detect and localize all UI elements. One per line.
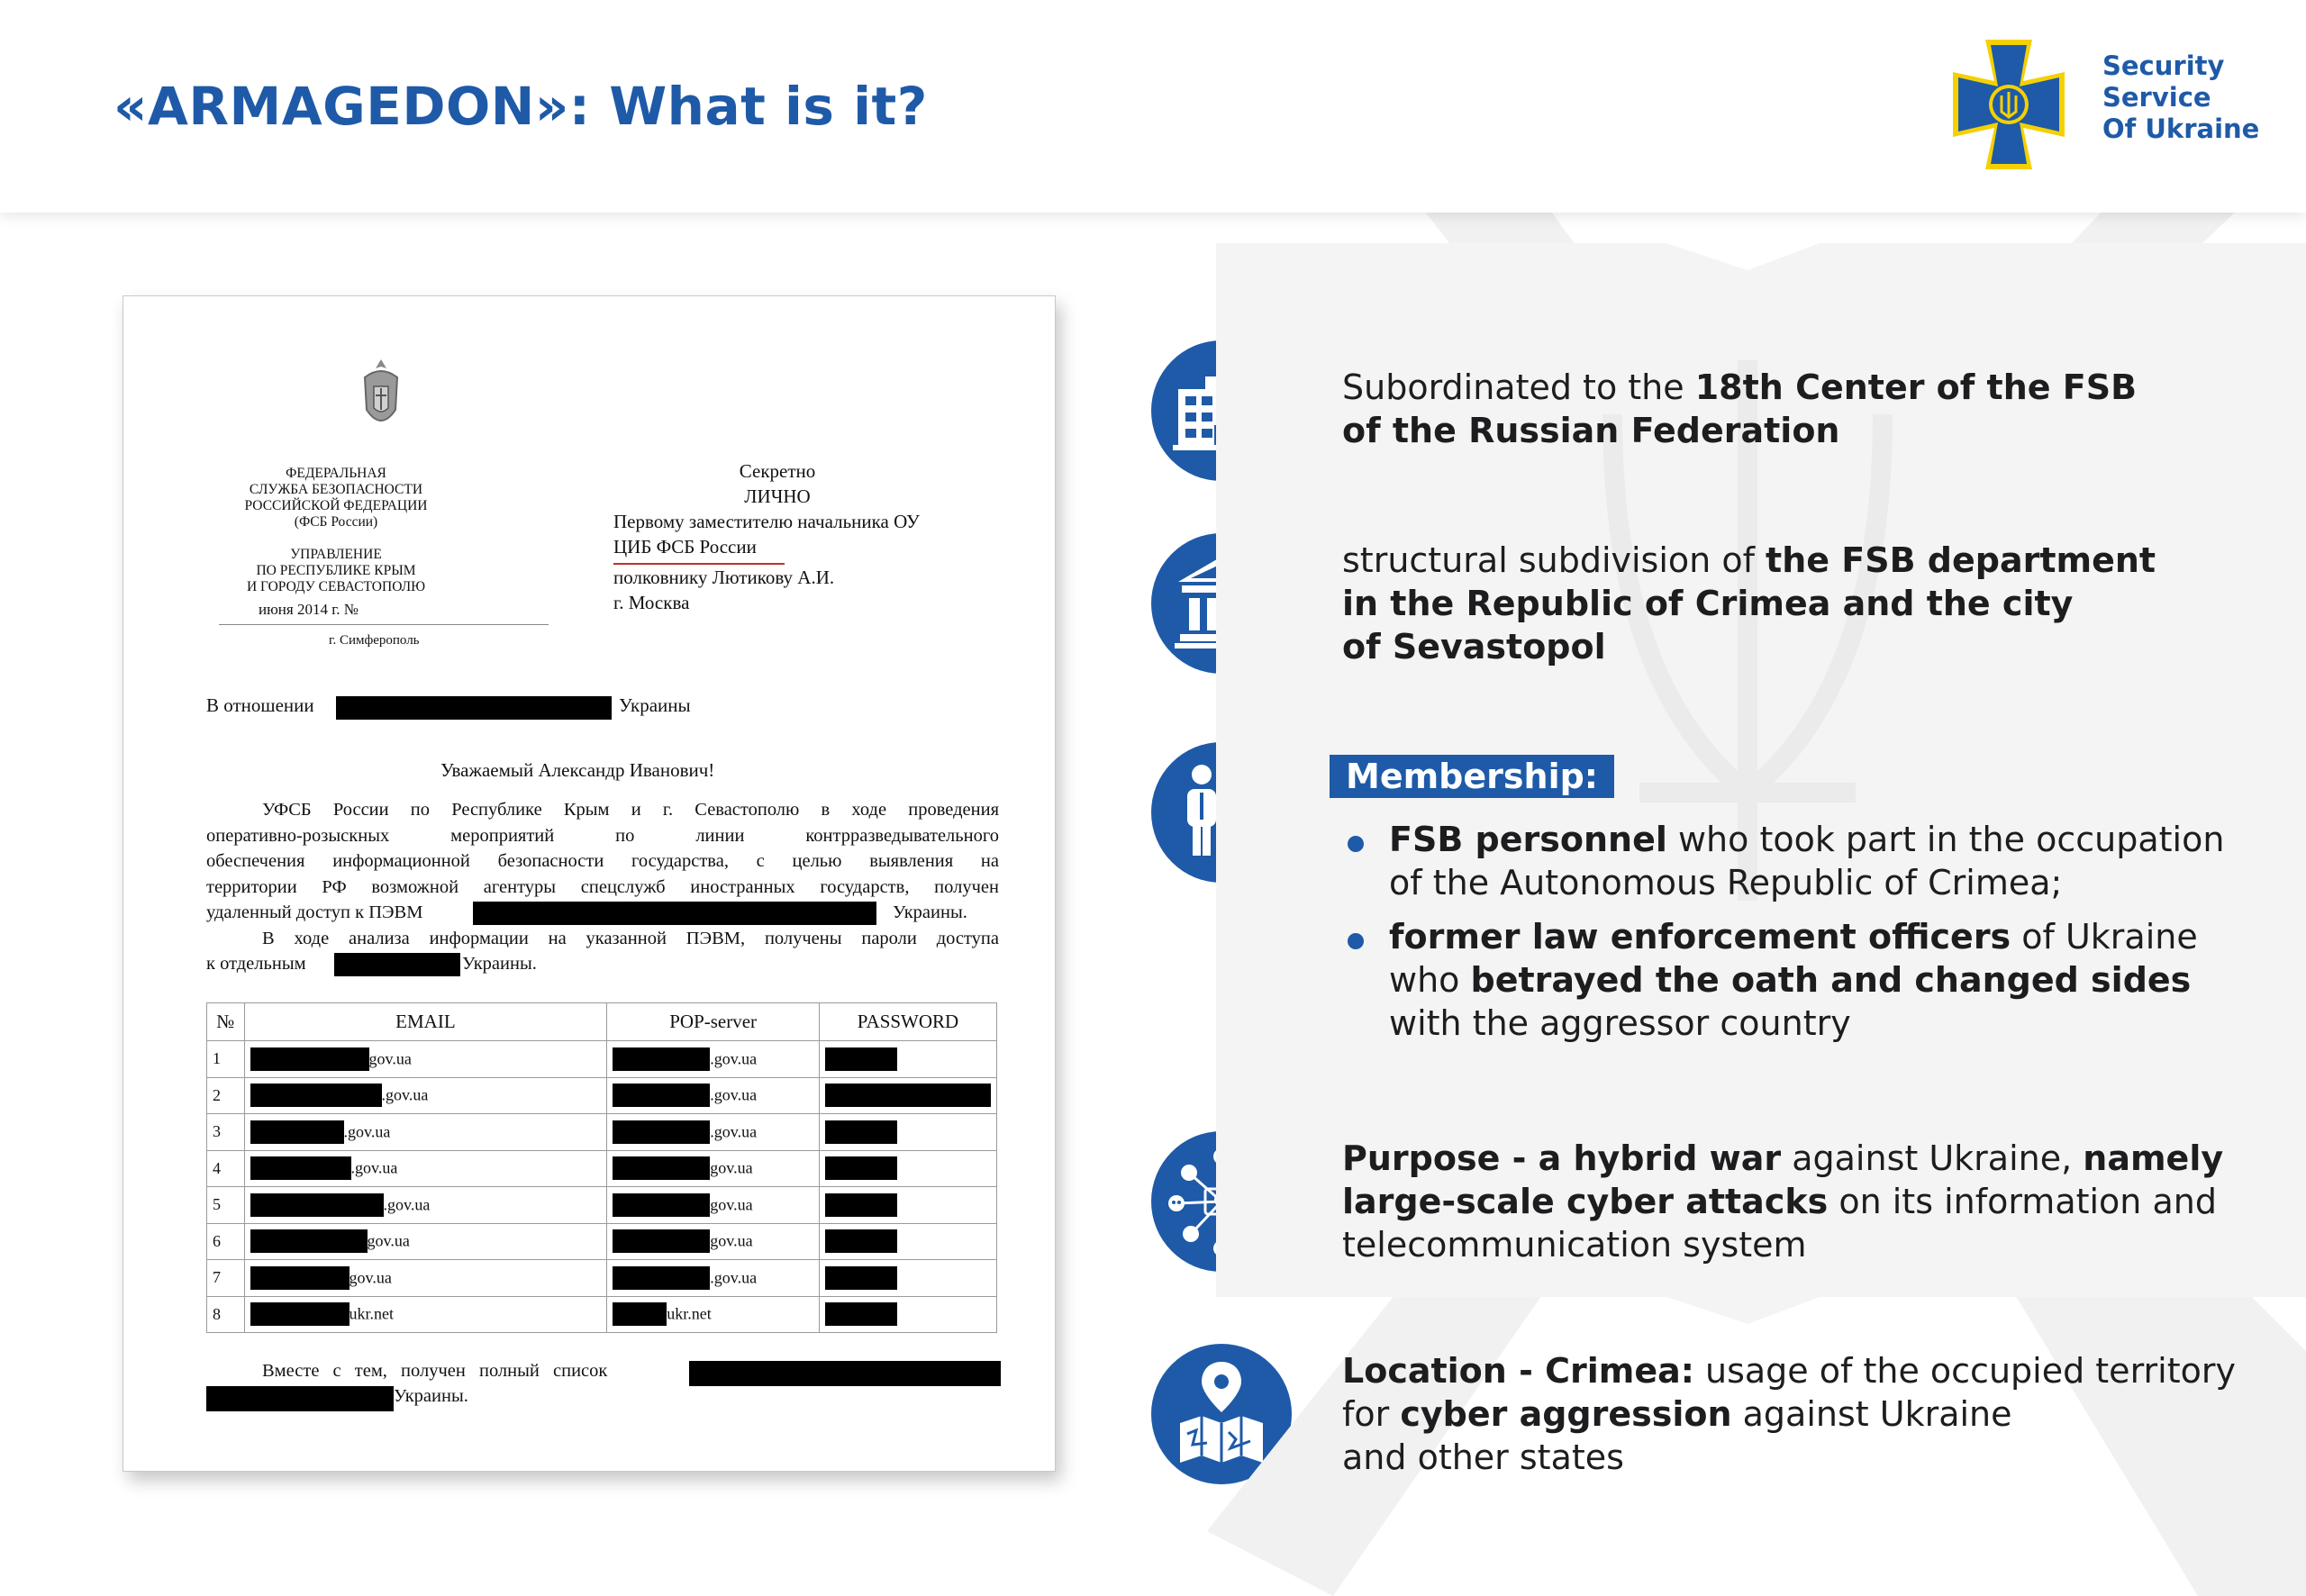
pop-domain: gov.ua <box>710 1195 753 1214</box>
issuer-header <box>210 466 462 595</box>
email-domain: .gov.ua <box>343 1122 391 1141</box>
table-row <box>207 1114 997 1151</box>
pop-cell <box>607 1114 820 1151</box>
row-number: 2 <box>207 1077 245 1114</box>
email-domain: gov.ua <box>367 1231 410 1250</box>
addressee-block <box>613 458 941 615</box>
text-line <box>1342 539 2156 582</box>
redaction-bar <box>825 1156 897 1180</box>
column-header: № <box>207 1003 245 1041</box>
body-text: удаленный доступ к ПЭВМ <box>206 902 423 922</box>
redaction-bar <box>689 1361 1001 1386</box>
email-cell <box>244 1223 607 1260</box>
body-line <box>206 900 999 926</box>
footer-text: Украины. <box>394 1386 468 1406</box>
row-number: 8 <box>207 1296 245 1333</box>
page-title: «ARMAGEDON»: What is it? <box>113 76 928 137</box>
column-header: POP-server <box>607 1003 820 1041</box>
redaction-bar <box>250 1120 344 1144</box>
password-cell <box>820 1260 997 1297</box>
list-item <box>1346 818 2224 904</box>
pop-domain: gov.ua <box>710 1158 753 1177</box>
password-table <box>206 1002 997 1333</box>
pop-cell <box>607 1150 820 1187</box>
issuer-line: РОССИЙСКОЙ ФЕДЕРАЦИИ <box>244 498 428 513</box>
row-number: 7 <box>207 1260 245 1297</box>
text-line <box>1342 1392 2236 1436</box>
body-line: В ходе анализа информации на указанной ПЭВМ, получены пароли доступа <box>262 928 999 948</box>
redaction-bar <box>250 1229 368 1253</box>
table-row <box>207 1187 997 1224</box>
row-number: 3 <box>207 1114 245 1151</box>
issuer-line: И ГОРОДУ СЕВАСТОПОЛЮ <box>246 579 426 594</box>
column-header: EMAIL <box>244 1003 607 1041</box>
subject-prefix: В отношении <box>206 694 314 716</box>
table-row <box>207 1150 997 1187</box>
text-line <box>1342 625 2156 668</box>
redaction-bar <box>825 1120 897 1144</box>
text-line <box>1342 582 2156 625</box>
email-domain: gov.ua <box>349 1268 392 1287</box>
scanned-document <box>123 295 1056 1472</box>
text-bold: Location - Crimea: <box>1342 1351 1694 1391</box>
redaction-bar <box>250 1047 369 1071</box>
text-bold: 18th Center of the FSB <box>1694 367 2138 407</box>
redaction-bar <box>473 902 876 925</box>
email-cell <box>244 1260 607 1297</box>
subordination-text <box>1342 366 2137 452</box>
text-normal: against Ukraine, <box>1781 1138 2084 1178</box>
row-number: 4 <box>207 1150 245 1187</box>
org-name <box>2102 50 2259 145</box>
text-bold: betrayed the oath and changed sides <box>1470 960 2192 1000</box>
text-normal: usage of the occupied territory <box>1693 1351 2236 1391</box>
pop-cell <box>607 1260 820 1297</box>
pop-domain: .gov.ua <box>710 1085 758 1104</box>
text-line: and other states <box>1342 1437 1624 1477</box>
text-normal: for <box>1342 1394 1401 1434</box>
body-text: к отдельным <box>206 954 306 974</box>
password-cell <box>820 1223 997 1260</box>
password-cell <box>820 1296 997 1333</box>
list-item <box>1346 915 2224 1045</box>
issuer-spacer <box>210 530 462 547</box>
pop-cell <box>607 1296 820 1333</box>
purpose-text <box>1342 1137 2223 1266</box>
text-normal: on its information and <box>1828 1182 2217 1221</box>
text-bold: the FSB department <box>1766 540 2156 580</box>
pop-cell <box>607 1077 820 1114</box>
greeting: Уважаемый Александр Иванович! <box>440 759 715 781</box>
body-line: территории РФ возможной агентуры спецслужб иностранных государств, получен <box>206 876 999 897</box>
redaction-bar <box>613 1047 710 1071</box>
text-line <box>1389 915 2224 958</box>
bullet-icon <box>1348 933 1364 949</box>
red-underline <box>613 563 785 565</box>
org-name-line: Of Ukraine <box>2102 113 2260 144</box>
text-bold: of Sevastopol <box>1342 627 1606 667</box>
footer-text: Вместе с тем, получен полный список <box>262 1361 608 1381</box>
redaction-bar <box>206 1386 394 1411</box>
letter-body <box>206 797 999 977</box>
redaction-bar <box>336 696 612 720</box>
password-cell <box>820 1077 997 1114</box>
email-cell <box>244 1296 607 1333</box>
text-normal: who <box>1389 960 1471 1000</box>
redaction-bar <box>613 1193 710 1217</box>
redaction-bar <box>825 1084 991 1107</box>
redaction-bar <box>825 1266 897 1290</box>
password-cell <box>820 1041 997 1078</box>
row-number: 6 <box>207 1223 245 1260</box>
text-line <box>1389 818 2224 861</box>
row-number: 1 <box>207 1041 245 1078</box>
document-date: июня 2014 г. № <box>259 601 359 618</box>
text-line <box>1342 1180 2223 1223</box>
text-bold: Purpose - a hybrid war <box>1342 1138 1782 1178</box>
issuer-line: ПО РЕСПУБЛИКЕ КРЫМ <box>256 563 416 578</box>
email-cell <box>244 1077 607 1114</box>
redaction-bar <box>250 1266 350 1290</box>
redaction-bar <box>334 953 460 976</box>
org-name-line: Security <box>2102 50 2225 81</box>
pop-domain: ukr.net <box>667 1304 712 1323</box>
subject-suffix: Украины <box>619 694 691 716</box>
text-normal: Subordinated to the <box>1342 367 1695 407</box>
email-cell <box>244 1187 607 1224</box>
row-number: 5 <box>207 1187 245 1224</box>
body-text: Украины. <box>462 954 537 974</box>
bullet-icon <box>1348 836 1364 852</box>
document-city: г. Симферополь <box>329 633 420 648</box>
table-header-row <box>207 1003 997 1041</box>
redaction-bar <box>250 1302 350 1326</box>
table-row <box>207 1041 997 1078</box>
body-line: УФСБ России по Республике Крым и г. Севастополю в ходе проведения <box>262 800 999 820</box>
text-normal: of Ukraine <box>2011 917 2198 957</box>
text-line <box>1342 1137 2223 1180</box>
issuer-line: ФЕДЕРАЛЬНАЯ <box>286 466 386 481</box>
issuer-line: (ФСБ России) <box>294 514 378 530</box>
body-line <box>206 951 999 977</box>
text-line: of the Autonomous Republic of Crimea; <box>1389 863 2063 902</box>
divider <box>219 624 549 625</box>
text-normal: against Ukraine <box>1731 1394 2012 1434</box>
redaction-bar <box>613 1084 710 1107</box>
structure-text <box>1342 539 2156 668</box>
email-domain: gov.ua <box>368 1049 412 1068</box>
table-row <box>207 1077 997 1114</box>
classification: Секретно <box>739 460 816 482</box>
text-line: with the aggressor country <box>1389 1003 1851 1043</box>
redaction-bar <box>250 1084 382 1107</box>
body-line: оперативно-розыскных мероприятий по линии контрразведывательного <box>206 825 999 846</box>
text-normal: structural subdivision of <box>1342 540 1766 580</box>
text-bold: in the Republic of Crimea and the city <box>1342 584 2074 623</box>
email-domain: ukr.net <box>349 1304 395 1323</box>
text-line: telecommunication system <box>1342 1225 1807 1265</box>
pop-domain: .gov.ua <box>710 1268 758 1287</box>
redaction-bar <box>250 1156 351 1180</box>
pop-domain: .gov.ua <box>710 1049 758 1068</box>
email-cell <box>244 1114 607 1151</box>
addressee-line: г. Москва <box>613 592 690 613</box>
addressee-line: полковнику Лютикову А.И. <box>613 567 835 588</box>
text-bold: large-scale cyber attacks <box>1342 1182 1829 1221</box>
text-bold: FSB personnel <box>1389 820 1667 859</box>
personal-mark: ЛИЧНО <box>744 485 811 507</box>
text-line <box>1342 366 2137 409</box>
email-domain: .gov.ua <box>383 1195 431 1214</box>
org-name-line: Service <box>2102 82 2211 113</box>
table-row <box>207 1260 997 1297</box>
email-domain: .gov.ua <box>381 1085 429 1104</box>
redaction-bar <box>613 1156 710 1180</box>
table-row <box>207 1223 997 1260</box>
header-bar <box>0 0 2306 213</box>
pop-cell <box>607 1041 820 1078</box>
email-cell <box>244 1041 607 1078</box>
table-row <box>207 1296 997 1333</box>
body-line: обеспечения информационной безопасности государства, с целью выявления на <box>206 851 999 871</box>
redaction-bar <box>825 1302 897 1326</box>
redaction-bar <box>613 1229 710 1253</box>
redaction-bar <box>825 1047 897 1071</box>
redaction-bar <box>613 1266 710 1290</box>
membership-list <box>1346 818 2224 1056</box>
text-normal: who took part in the occupation <box>1666 820 2225 859</box>
email-cell <box>244 1150 607 1187</box>
text-bold: namely <box>2083 1138 2224 1178</box>
addressee-line: Первому заместителю начальника ОУ <box>613 511 920 532</box>
column-header: PASSWORD <box>820 1003 997 1041</box>
redaction-bar <box>825 1229 897 1253</box>
body-text: Украины. <box>893 902 967 922</box>
pop-domain: .gov.ua <box>710 1122 758 1141</box>
password-cell <box>820 1150 997 1187</box>
location-text <box>1342 1349 2236 1479</box>
text-line <box>1342 1349 2236 1392</box>
issuer-line: СЛУЖБА БЕЗОПАСНОСТИ <box>249 482 423 497</box>
email-domain: .gov.ua <box>350 1158 398 1177</box>
text-line <box>1389 958 2224 1002</box>
password-cell <box>820 1187 997 1224</box>
redaction-bar <box>613 1120 710 1144</box>
pop-cell <box>607 1187 820 1224</box>
addressee-line: ЦИБ ФСБ России <box>613 536 757 558</box>
redaction-bar <box>250 1193 384 1217</box>
password-cell <box>820 1114 997 1151</box>
fsb-emblem-icon <box>356 356 406 439</box>
redaction-bar <box>825 1193 897 1217</box>
text-line <box>1342 409 2137 452</box>
text-bold: of the Russian Federation <box>1342 411 1840 450</box>
pop-domain: gov.ua <box>710 1231 753 1250</box>
text-bold: cyber aggression <box>1400 1394 1732 1434</box>
membership-label: Membership: <box>1330 755 1614 798</box>
pop-cell <box>607 1223 820 1260</box>
issuer-line: УПРАВЛЕНИЕ <box>290 547 382 562</box>
redaction-bar <box>613 1302 667 1326</box>
text-bold: former law enforcement officers <box>1389 917 2011 957</box>
